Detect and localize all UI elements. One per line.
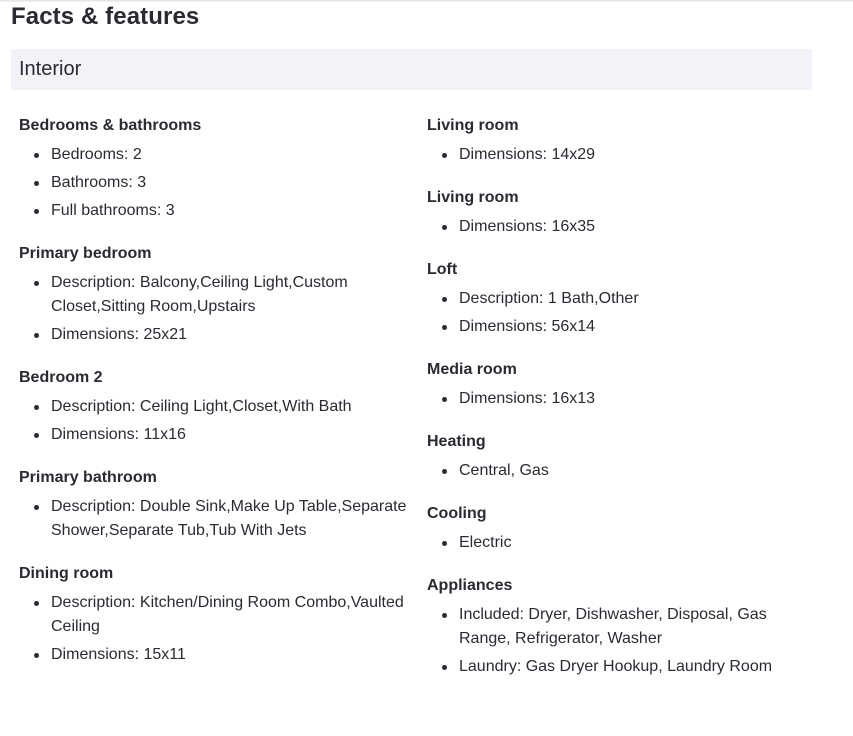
fact-list <box>19 143 407 223</box>
fact-list <box>19 495 407 543</box>
fact-group-heating <box>427 430 807 483</box>
fact-item: Dimensions: 14x29 <box>427 143 807 167</box>
right-column <box>427 114 807 698</box>
fact-item: Dimensions: 15x11 <box>19 643 407 667</box>
fact-item: Dimensions: 16x35 <box>427 215 807 239</box>
fact-group-living-room <box>427 186 807 239</box>
fact-group-dining-room <box>19 562 407 667</box>
fact-group-heading: Living room <box>427 117 519 134</box>
page-title: Facts & features <box>11 3 200 30</box>
fact-item: Dimensions: 25x21 <box>19 323 407 347</box>
fact-item: Description: Ceiling Light,Closet,With Bath <box>19 395 407 419</box>
fact-group-cooling <box>427 502 807 555</box>
fact-list <box>427 531 807 555</box>
section-header-interior[interactable] <box>11 49 812 90</box>
fact-list <box>427 143 807 167</box>
fact-item: Included: Dryer, Dishwasher, Disposal, Gas Range, Refrigerator, Washer <box>427 603 807 651</box>
fact-item: Electric <box>427 531 807 555</box>
fact-item: Description: Balcony,Ceiling Light,Custom Closet,Sitting Room,Upstairs <box>19 271 407 319</box>
section-title: Interior <box>19 58 82 80</box>
fact-item: Description: 1 Bath,Other <box>427 287 807 311</box>
fact-group-primary-bedroom <box>19 242 407 347</box>
fact-group-heading: Primary bedroom <box>19 245 152 262</box>
fact-group-heading: Bedroom 2 <box>19 369 103 386</box>
fact-item: Central, Gas <box>427 459 807 483</box>
fact-group-heading: Cooling <box>427 505 487 522</box>
fact-group-heading: Loft <box>427 261 458 278</box>
fact-group-heading: Media room <box>427 361 517 378</box>
fact-list <box>427 215 807 239</box>
fact-item: Dimensions: 11x16 <box>19 423 407 447</box>
fact-group-bedroom-2 <box>19 366 407 447</box>
fact-item: Dimensions: 16x13 <box>427 387 807 411</box>
fact-group-heading: Appliances <box>427 577 513 594</box>
fact-item: Description: Kitchen/Dining Room Combo,Vaulted Ceiling <box>19 591 407 639</box>
fact-list <box>19 591 407 667</box>
fact-group-heading: Heating <box>427 433 486 450</box>
fact-group-heading: Bedrooms & bathrooms <box>19 117 202 134</box>
fact-item: Bathrooms: 3 <box>19 171 407 195</box>
fact-group-bedrooms-and-bathrooms <box>19 114 407 223</box>
left-column <box>19 114 407 686</box>
fact-item: Dimensions: 56x14 <box>427 315 807 339</box>
fact-group-heading: Living room <box>427 189 519 206</box>
fact-group-appliances <box>427 574 807 679</box>
fact-group-heading: Dining room <box>19 565 114 582</box>
fact-group-media-room <box>427 358 807 411</box>
fact-list <box>19 271 407 347</box>
fact-list <box>427 603 807 679</box>
fact-item: Full bathrooms: 3 <box>19 199 407 223</box>
fact-item: Laundry: Gas Dryer Hookup, Laundry Room <box>427 655 807 679</box>
fact-group-heading: Primary bathroom <box>19 469 157 486</box>
fact-list <box>19 395 407 447</box>
fact-list <box>427 459 807 483</box>
fact-group-loft <box>427 258 807 339</box>
fact-group-living-room <box>427 114 807 167</box>
top-divider <box>0 0 853 2</box>
fact-list <box>427 387 807 411</box>
fact-group-primary-bathroom <box>19 466 407 543</box>
fact-list <box>427 287 807 339</box>
fact-item: Bedrooms: 2 <box>19 143 407 167</box>
fact-item: Description: Double Sink,Make Up Table,Separate Shower,Separate Tub,Tub With Jets <box>19 495 407 543</box>
